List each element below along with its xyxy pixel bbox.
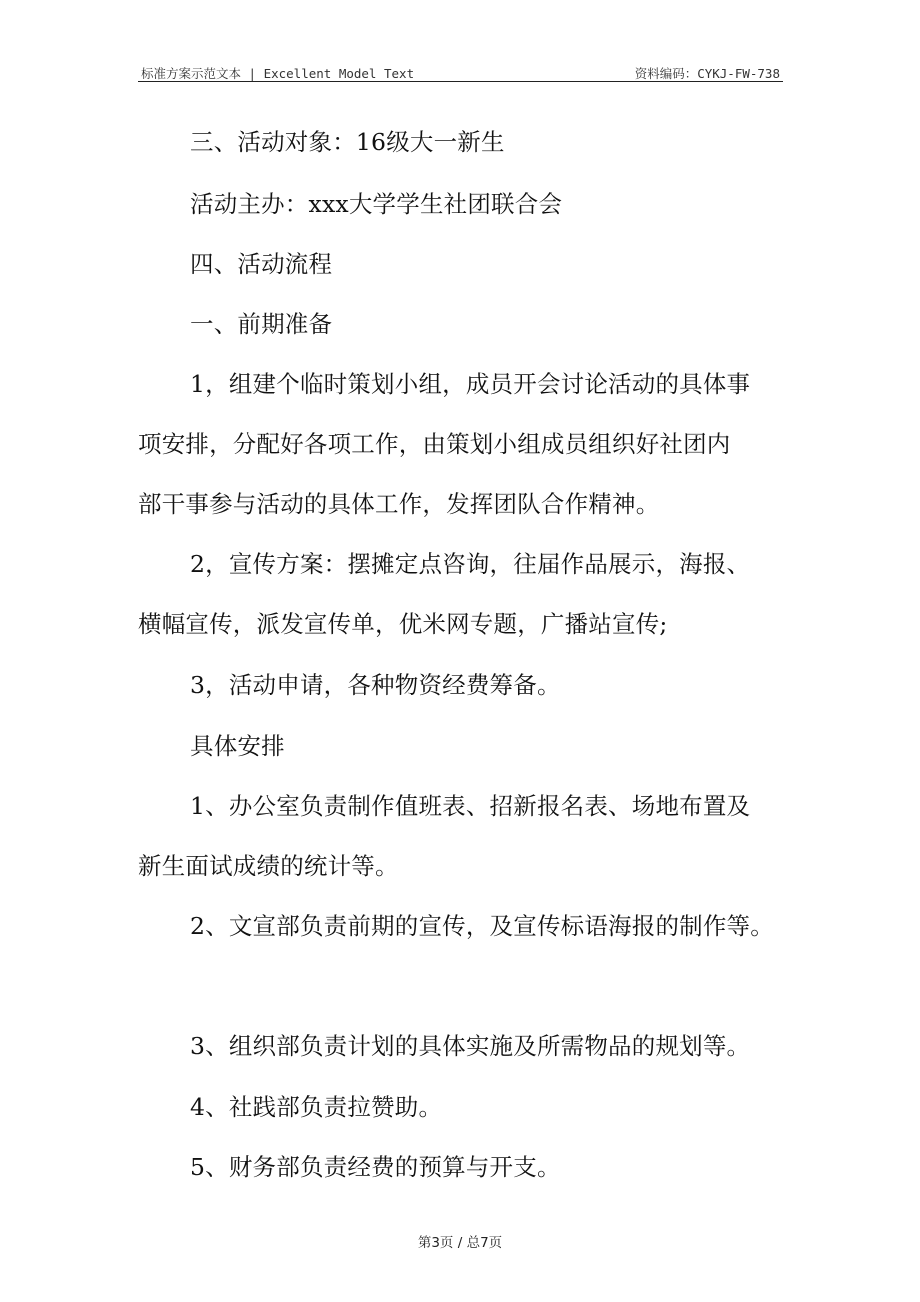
section-heading: 具体安排 (190, 732, 285, 760)
header-divider (138, 81, 783, 82)
text-line: 2、文宣部负责前期的宣传，及宣传标语海报的制作等。 (190, 912, 774, 940)
text-line: 新生面试成绩的统计等。 (138, 852, 399, 880)
section-heading: 四、活动流程 (190, 250, 333, 278)
text-line: 5、财务部负责经费的预算与开支。 (190, 1153, 561, 1181)
text-line: 3、组织部负责计划的具体实施及所需物品的规划等。 (190, 1032, 751, 1060)
text-line: 活动主办：xxx大学学生社团联合会 (190, 190, 563, 218)
text-line: 1，组建个临时策划小组，成员开会讨论活动的具体事 (190, 370, 751, 398)
section-heading: 一、前期准备 (190, 310, 333, 338)
page-number: 第3页 / 总7页 (417, 1235, 503, 1251)
document-code: 资料编码：CYKJ-FW-738 (634, 66, 780, 81)
text-line: 横幅宣传，派发宣传单，优米网专题，广播站宣传; (138, 610, 668, 638)
text-line: 4、社践部负责拉赞助。 (190, 1093, 443, 1121)
text-line: 项安排，分配好各项工作，由策划小组成员组织好社团内 (138, 430, 731, 458)
text-line: 部干事参与活动的具体工作，发挥团队合作精神。 (138, 490, 660, 518)
text-line: 2，宣传方案：摆摊定点咨询，往届作品展示，海报、 (190, 550, 751, 578)
page-header (138, 62, 782, 82)
header-title: 标准方案示范文本 | Excellent Model Text (141, 66, 415, 81)
text-line: 1、办公室负责制作值班表、招新报名表、场地布置及 (190, 792, 751, 820)
text-line: 3，活动申请，各种物资经费筹备。 (190, 671, 561, 699)
text-line: 三、活动对象：16级大一新生 (190, 128, 505, 156)
